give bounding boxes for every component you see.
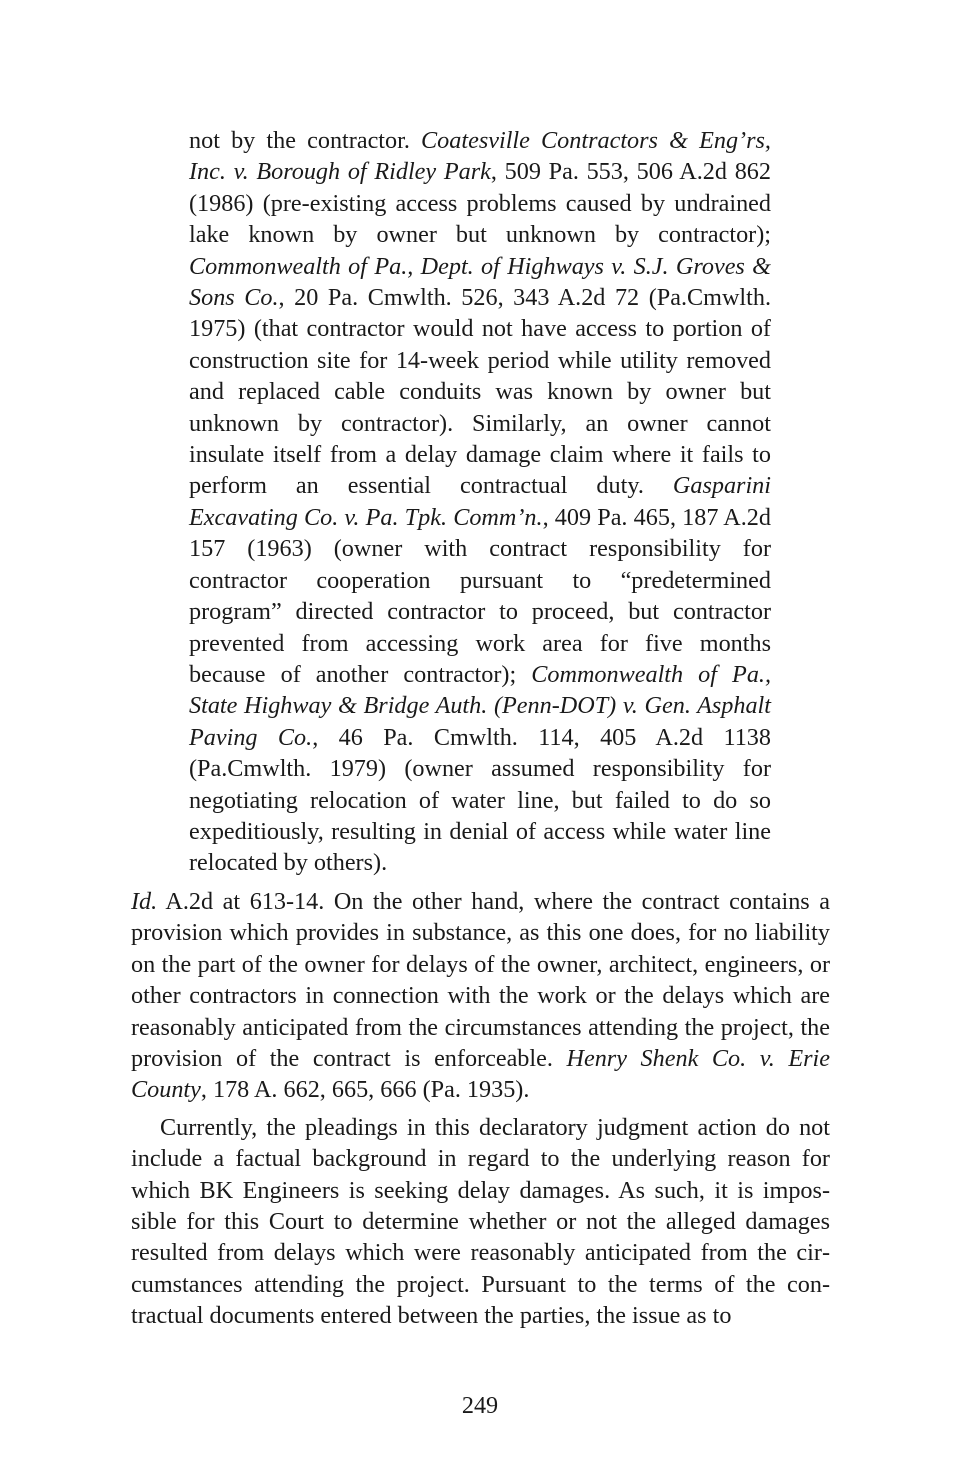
text-run: , 46 Pa. Cmwlth. 114, 405 A.2d 1138 (Pa.Cmwlth. 1979) (owner assumed responsibility for negotiating relocation of water line, but failed to do so expeditiously, resulting in denial of access while water line relocated by others). — [189, 723, 771, 877]
text-run: , 409 Pa. 465, 187 A.2d 157 (1963) (owner with contract responsibility for contractor cooperation pursuant to “predetermined program” directed contractor to proceed, but contractor prevented from accessing work area for five months because of another contractor); — [189, 503, 771, 688]
text-run: Currently, the pleadings in this declaratory judgment action do not include a factual background in regard to the underlying reason for which BK Engineers is seeking delay damages. As such, it is impossible for this Court to determine whether or not the alleged damages resulted from delays which were reasonably anticipated from the circumstances attending the project. Pursuant to the terms of the contractual documents entered between the parties, the issue as to — [131, 1113, 830, 1330]
citation-italic: Commonwealth of Pa., Dept. of Highways v. S.J. Groves & Sons Co. — [189, 252, 771, 312]
text-run: , 509 Pa. 553, 506 A.2d 862 (1986) (pre-existing access problems caused by undrained lake known by owner but unknown by contractor); — [189, 158, 771, 249]
citation-italic: Id. — [131, 888, 158, 915]
text-run: not by the contractor. — [189, 127, 422, 154]
text-run: , 178 A. 662, 665, 666 (Pa. 1935). — [200, 1076, 530, 1104]
paragraph-1 — [131, 886, 830, 1106]
text-run: , 20 Pa. Cmwlth. 526, 343 A.2d 72 (Pa.Cmwlth. 1975) (that contractor would not have access to portion of construction site for 14-week period while utility removed and replaced cable conduits was known by owner but unknown by contractor). Similarly, an owner cannot insulate itself from a delay damage claim where it fails to perform an essential contractual duty. — [189, 284, 771, 500]
text-run: A.2d at 613-14. On the other hand, where the contract contains a provision which provides in substance, as this one does, for no liability on the part of the owner for delays of the owner, architect, engineers, or other contractors in connection with the work or the delays which are reasonably anticipated from the circumstances attending the project, the provision of the contract is enforceable. — [131, 888, 830, 1073]
citation-italic: Coatesville Contractors & Eng’rs, Inc. v. Borough of Ridley Park — [189, 127, 771, 186]
block-quote — [189, 125, 771, 879]
citation-italic: Henry Shenk Co. v. Erie County — [131, 1045, 830, 1104]
page-number: 249 — [461, 1392, 499, 1419]
citation-italic: Commonwealth of Pa., State Highway & Bridge Auth. (Penn-DOT) v. Gen. Asphalt Paving Co. — [189, 660, 772, 751]
body-text — [131, 886, 830, 1332]
block-quote-text — [189, 125, 771, 879]
paragraph-2 — [131, 1112, 830, 1332]
citation-italic: Gasparini Excavating Co. v. Pa. Tpk. Comm’n. — [189, 472, 771, 531]
